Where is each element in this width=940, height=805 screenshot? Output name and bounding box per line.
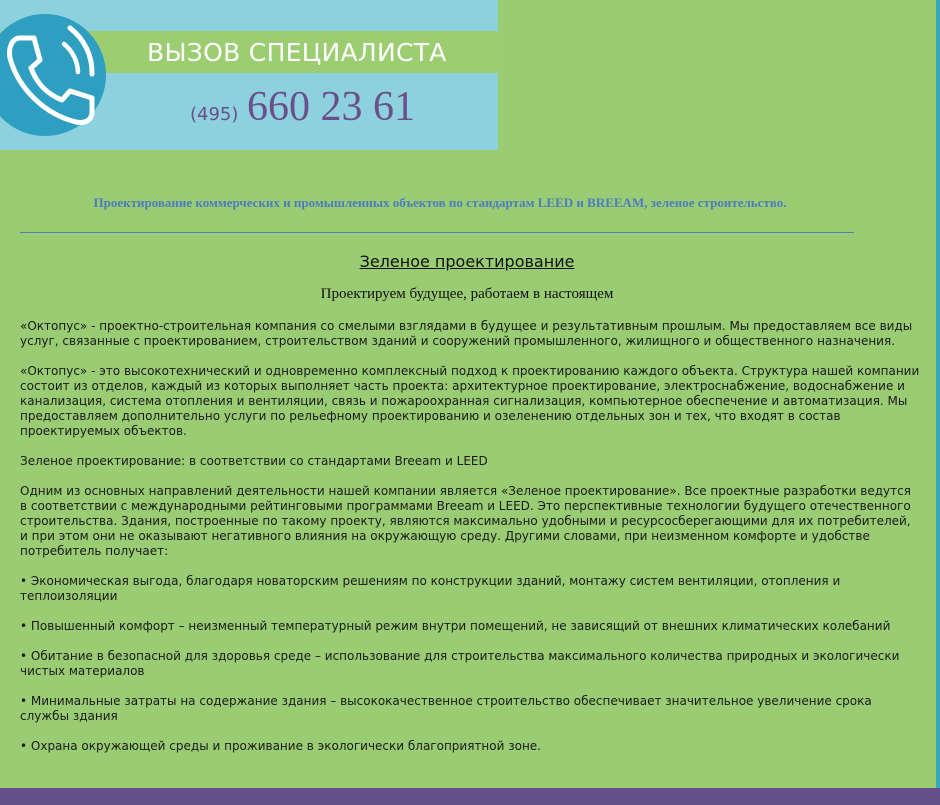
paragraph-standards: Зеленое проектирование: в соответствии со стандартами Breeam и LEED — [20, 454, 488, 468]
page-heading: Проектирование коммерческих и промышленных объектов по стандартам LEED и BREEAM, зеленое строительство. — [93, 195, 787, 210]
footer-bar — [0, 788, 940, 805]
phone-number[interactable]: 660 23 61 — [247, 84, 415, 130]
phone-handset-icon — [0, 8, 112, 142]
article-content — [20, 319, 920, 769]
paragraph-green-design: Одним из основных направлений деятельности нашей компании является «Зеленое проектирование». Все проектные разработки ведутся в соответствии с международными рейтинговыми программами Breeam и LEED. Это перспективные технологии будущего отечественного строительства. Здания, построенные по такому проекту, являются максимально удобными и ресурсосберегающими для их потребителей, и при этом они не оказывают негативного влияния на окружающую среду. Другими словами, при неизменном комфорте и удобстве потребитель получает: — [20, 484, 911, 558]
phone-area-code: (495) — [190, 104, 239, 125]
bullet-maintenance-costs: • Минимальные затраты на содержание здания – высококачественное строительство обеспечивает значительное увеличение срока службы здания — [20, 694, 872, 723]
bullet-economic-benefit: • Экономическая выгода, благодаря новаторским решениям по конструкции зданий, монтажу систем вентиляции, отопления и теплоизоляции — [20, 574, 841, 603]
paragraph-structure: «Октопус» - это высокотехнический и одновременно комплексный подход к проектированию каждого объекта. Структура нашей компании состоит из отделов, каждый из которых выполняет часть проекта: архитектурное проектирование, электроснабжение, водоснабжение и канализация, система отопления и вентиляции, связь и пожароохранная сигнализация, компьютерное обеспечение и автоматизация. Мы предоставляем дополнительно услуги по рельефному проектированию и озеленению отдельных зон и тех, что входят в состав проектируемых объектов. — [20, 364, 920, 438]
call-specialist-title: ВЫЗОВ СПЕЦИАЛИСТА — [147, 38, 447, 67]
call-specialist-banner[interactable] — [0, 0, 498, 150]
tagline: Проектируем будущее, работаем в настоящем — [320, 286, 614, 302]
paragraph-intro: «Октопус» - проектно-строительная компания со смелыми взглядами в будущее и результативным прошлым. Мы предоставляем все виды услуг, связанные с проектированием, строительством зданий и сооружений промышленного, жилищного и общественного назначения. — [20, 319, 913, 348]
heading-divider — [20, 232, 854, 233]
section-title: Зеленое проектирование — [359, 252, 575, 271]
bullet-comfort: • Повышенный комфорт – неизменный температурный режим внутри помещений, не зависящий от внешних климатических колебаний — [20, 619, 891, 633]
bullet-environment-protection: • Охрана окружающей среды и проживание в экологически благоприятной зоне. — [20, 739, 541, 753]
right-edge-stripe — [936, 0, 940, 805]
bullet-healthy-environment: • Обитание в безопасной для здоровья среде – использование для строительства максимального количества природных и экологически чистых материалов — [20, 649, 900, 678]
